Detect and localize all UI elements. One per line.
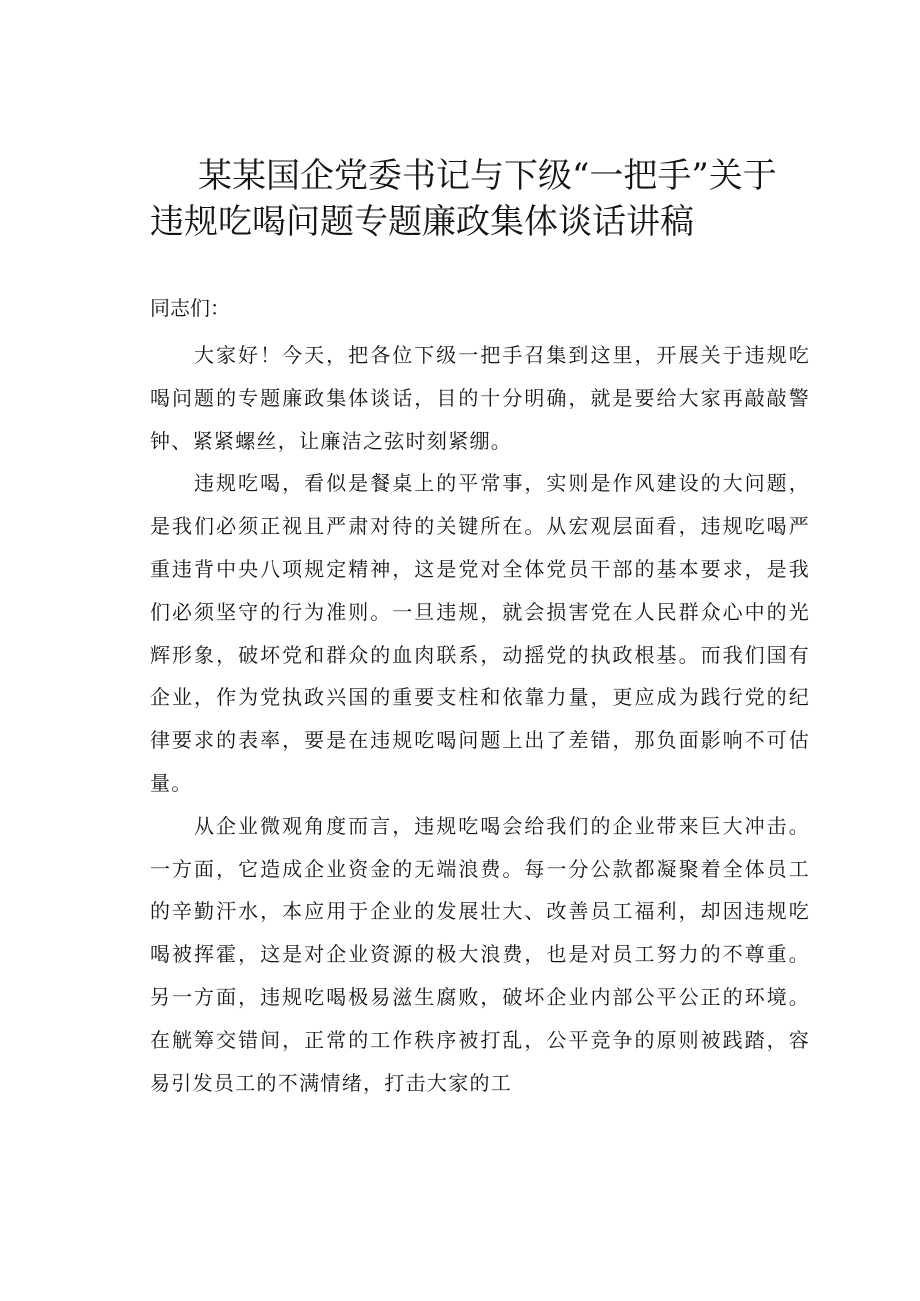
paragraph-macro-view: 违规吃喝，看似是餐桌上的平常事，实则是作风建设的大问题，是我们必须正视且严肃对待的关键所在。从宏观层面看，违规吃喝严重违背中央八项规定精神，这是党对全体党员干部的基本要求，是我们必须坚守的行为准则。一旦违规，就会损害党在人民群众心中的光辉形象，破坏党和群众的血肉联系，动摇党的执政根基。而我们国有企业，作为党执政兴国的重要支柱和依靠力量，更应成为践行党的纪律要求的表率，要是在违规吃喝问题上出了差错，那负面影响不可估量。 [150, 471, 810, 795]
document-body [150, 334, 810, 1104]
paragraph-micro-view: 从企业微观角度而言，违规吃喝会给我们的企业带来巨大冲击。一方面，它造成企业资金的无端浪费。每一分公款都凝聚着全体员工的辛勤汗水，本应用于企业的发展壮大、改善员工福利，却因违规吃喝被挥霍，这是对企业资源的极大浪费，也是对员工努力的不尊重。另一方面，违规吃喝极易滋生腐败，破坏企业内部公平公正的环境。在觥筹交错间，正常的工作秩序被打乱，公平竞争的原则被践踏，容易引发员工的不满情绪，打击大家的工 [150, 813, 810, 1095]
salutation: 同志们： [150, 296, 230, 320]
document-title: 某某国企党委书记与下级“一把手”关于违规吃喝问题专题廉政集体谈话讲稿 [150, 156, 777, 242]
paragraph-opening: 大家好！今天，把各位下级一把手召集到这里，开展关于违规吃喝问题的专题廉政集体谈话，目的十分明确，就是要给大家再敲敲警钟、紧紧螺丝，让廉洁之弦时刻紧绷。 [150, 343, 810, 453]
